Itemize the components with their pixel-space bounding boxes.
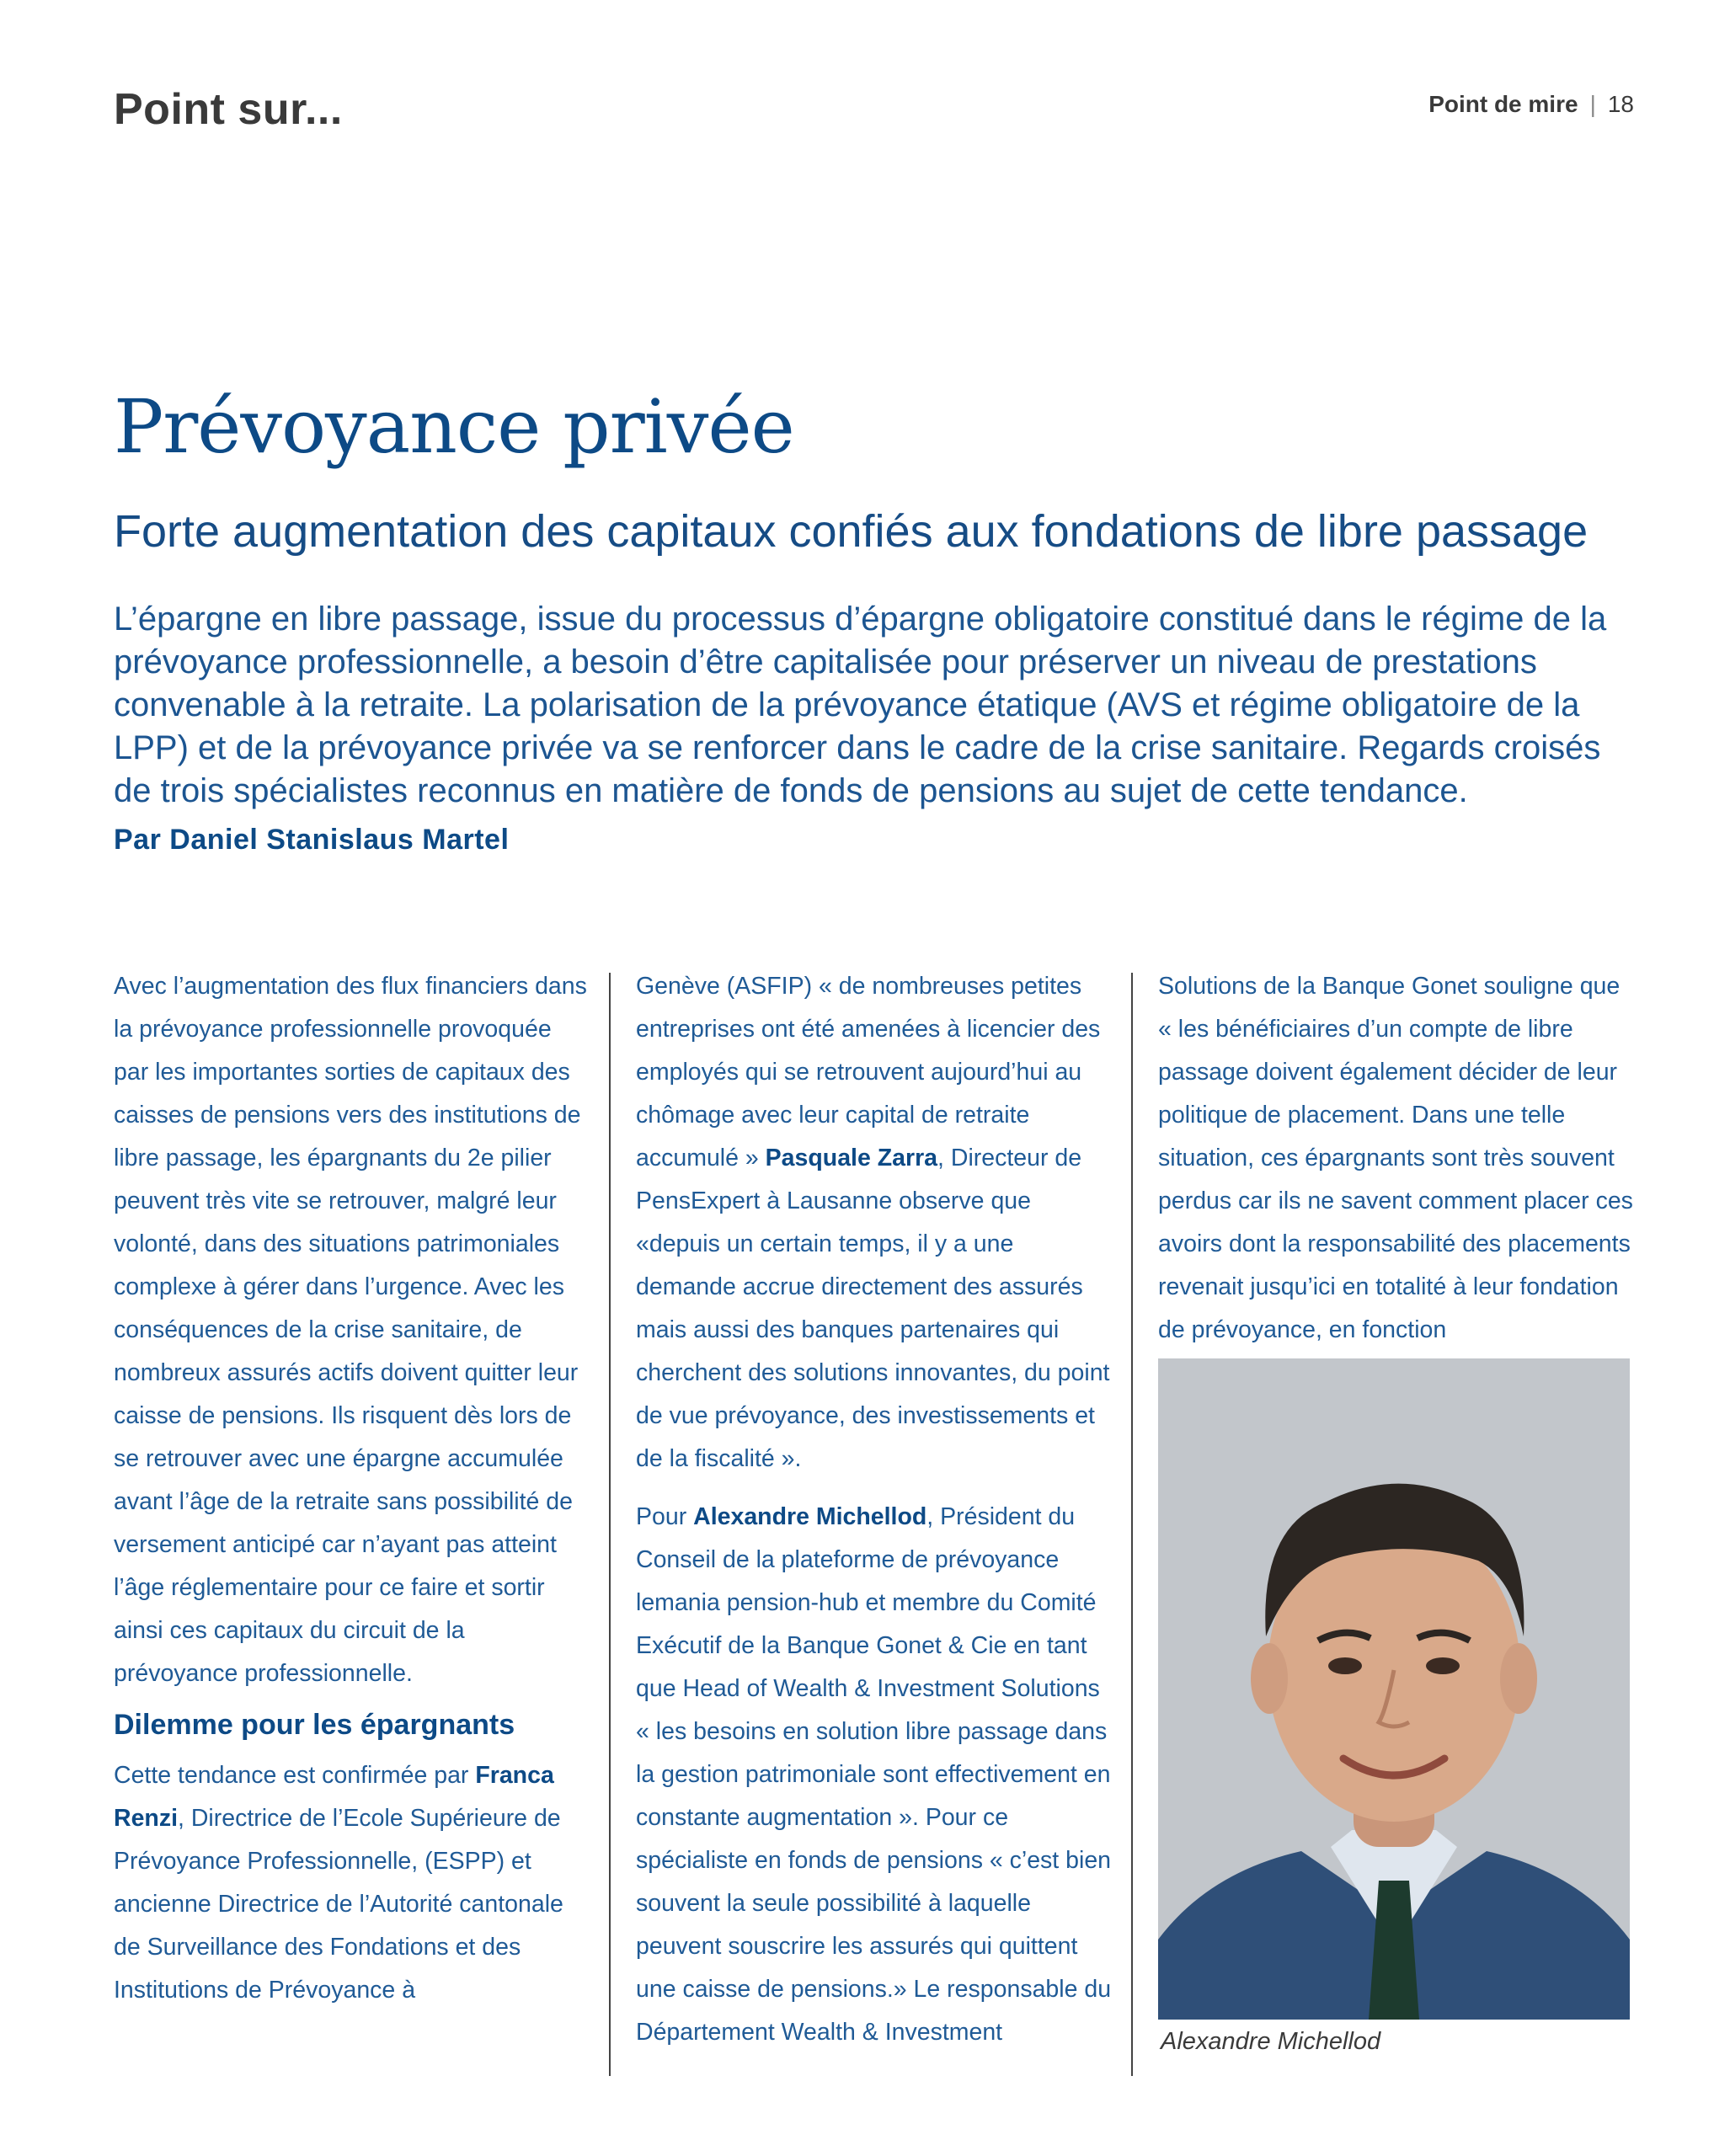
page-number: 18 [1607,91,1634,117]
article-lead: L’épargne en libre passage, issue du processus d’épargne obligatoire constitué dans le régime de la prévoyance professionnelle, a besoin d’être capitalisée pour préserver un niveau de prestations convenable à la retraite. La polarisation de la prévoyance étatique (AVS et régime obligatoire de la LPP) et de la prévoyance privée va se renforcer dans le cadre de la crise sanitaire. Regards croisés de trois spécialistes reconnus en matière de fonds de pensions au sujet de cette tendance. [114,600,1607,809]
col1-p2-name: Franca Renzi [114,1762,554,1832]
column-rule-1 [609,973,611,2076]
col1-paragraph-2 [114,1754,590,2012]
byline: Par Daniel Stanislaus Martel [114,824,510,856]
col2-p2-text-a: Pour [636,1503,694,1530]
running-head [1428,91,1634,118]
magazine-name: Point de mire [1428,91,1578,117]
col1-paragraph-1: Avec l’augmentation des flux financiers dans la prévoyance professionnelle provoquée par les importantes sorties de capitaux des caisses de pensions vers des institutions de libre passage, les épargnants du 2e pilier peuvent très vite se retrouver, malgré leur volonté, dans des situations patrimoniales complexe à gérer dans l’urgence. Avec les conséquences de la crise sanitaire, de nombreux assurés actifs doivent quitter leur caisse de pensions. Ils risquent dès lors de se retrouver avec une épargne accumulée avant l’âge de la retraite sans possibilité de versement anticipé car n’ayant pas atteint l’âge réglementaire pour ce faire et sortir ainsi ces capitaux du circuit de la prévoyance professionnelle. [114,973,587,1687]
col2-p1-text-b: , Directeur de PensExpert à Lausanne observe que «depuis un certain temps, il y a une demande accrue directement des assurés mais aussi des banques partenaires qui cherchent des solutions innovantes, du point de vue prévoyance, des investissements et de la fiscalité ». [636,1145,1110,1472]
col1-heading: Dilemme pour les épargnants [114,1709,515,1741]
portrait-illustration [1158,1358,1630,2020]
col2-paragraph-2 [636,1496,1112,2054]
portrait-photo [1158,1358,1630,2020]
separator: | [1589,91,1596,117]
col3-paragraph-1: Solutions de la Banque Gonet souligne que « les bénéficiaires d’un compte de libre passage doivent également décider de leur politique de placement. Dans une telle situation, ces épargnants sont très souvent perdus car ils ne savent comment placer ces avoirs dont la responsabilité des placements revenait jusqu’ici en totalité à leur fondation de prévoyance, en fonction [1158,973,1633,1343]
col2-p2-text-b: , Président du Conseil de la plateforme de prévoyance lemania pension-hub et membre du Comité Exécutif de la Banque Gonet & Cie en tant que Head of Wealth & Investment Solutions « les besoins en solution libre passage dans la gestion patrimoniale sont effectivement en constante augmentation ». Pour ce spécialiste en fonds de pensions « c’est bien souvent la seule possibilité à laquelle peuvent souscrire les assurés qui quittent une caisse de pensions.» Le responsable du Département Wealth & Investment [636,1503,1112,2046]
col2-p1-name: Pasquale Zarra [765,1145,938,1171]
section-label: Point sur... [114,85,343,134]
article-title: Prévoyance privée [114,383,794,470]
col2-p2-name: Alexandre Michellod [693,1503,927,1530]
column-2 [636,965,1112,2054]
photo-caption: Alexandre Michellod [1161,2028,1381,2055]
col1-p2-text-b: , Directrice de l’Ecole Supérieure de Prévoyance Professionnelle, (ESPP) et ancienne Directrice de l’Autorité cantonale de Surveillance des Fondations et des Institutions de Prévoyance à [114,1805,563,2004]
col2-p1-text-a: Genève (ASFIP) « de nombreuses petites entreprises ont été amenées à licencier des employés qui se retrouvent aujourd’hui au chômage avec leur capital de retraite accumulé » [636,973,1101,1171]
column-rule-2 [1131,973,1133,2076]
col2-paragraph-1 [636,965,1112,1481]
column-1 [114,965,590,2012]
column-3 [1158,965,1638,1352]
article-subtitle: Forte augmentation des capitaux confiés aux fondations de libre passage [114,506,1589,557]
col1-p2-text-a: Cette tendance est confirmée par [114,1762,476,1789]
